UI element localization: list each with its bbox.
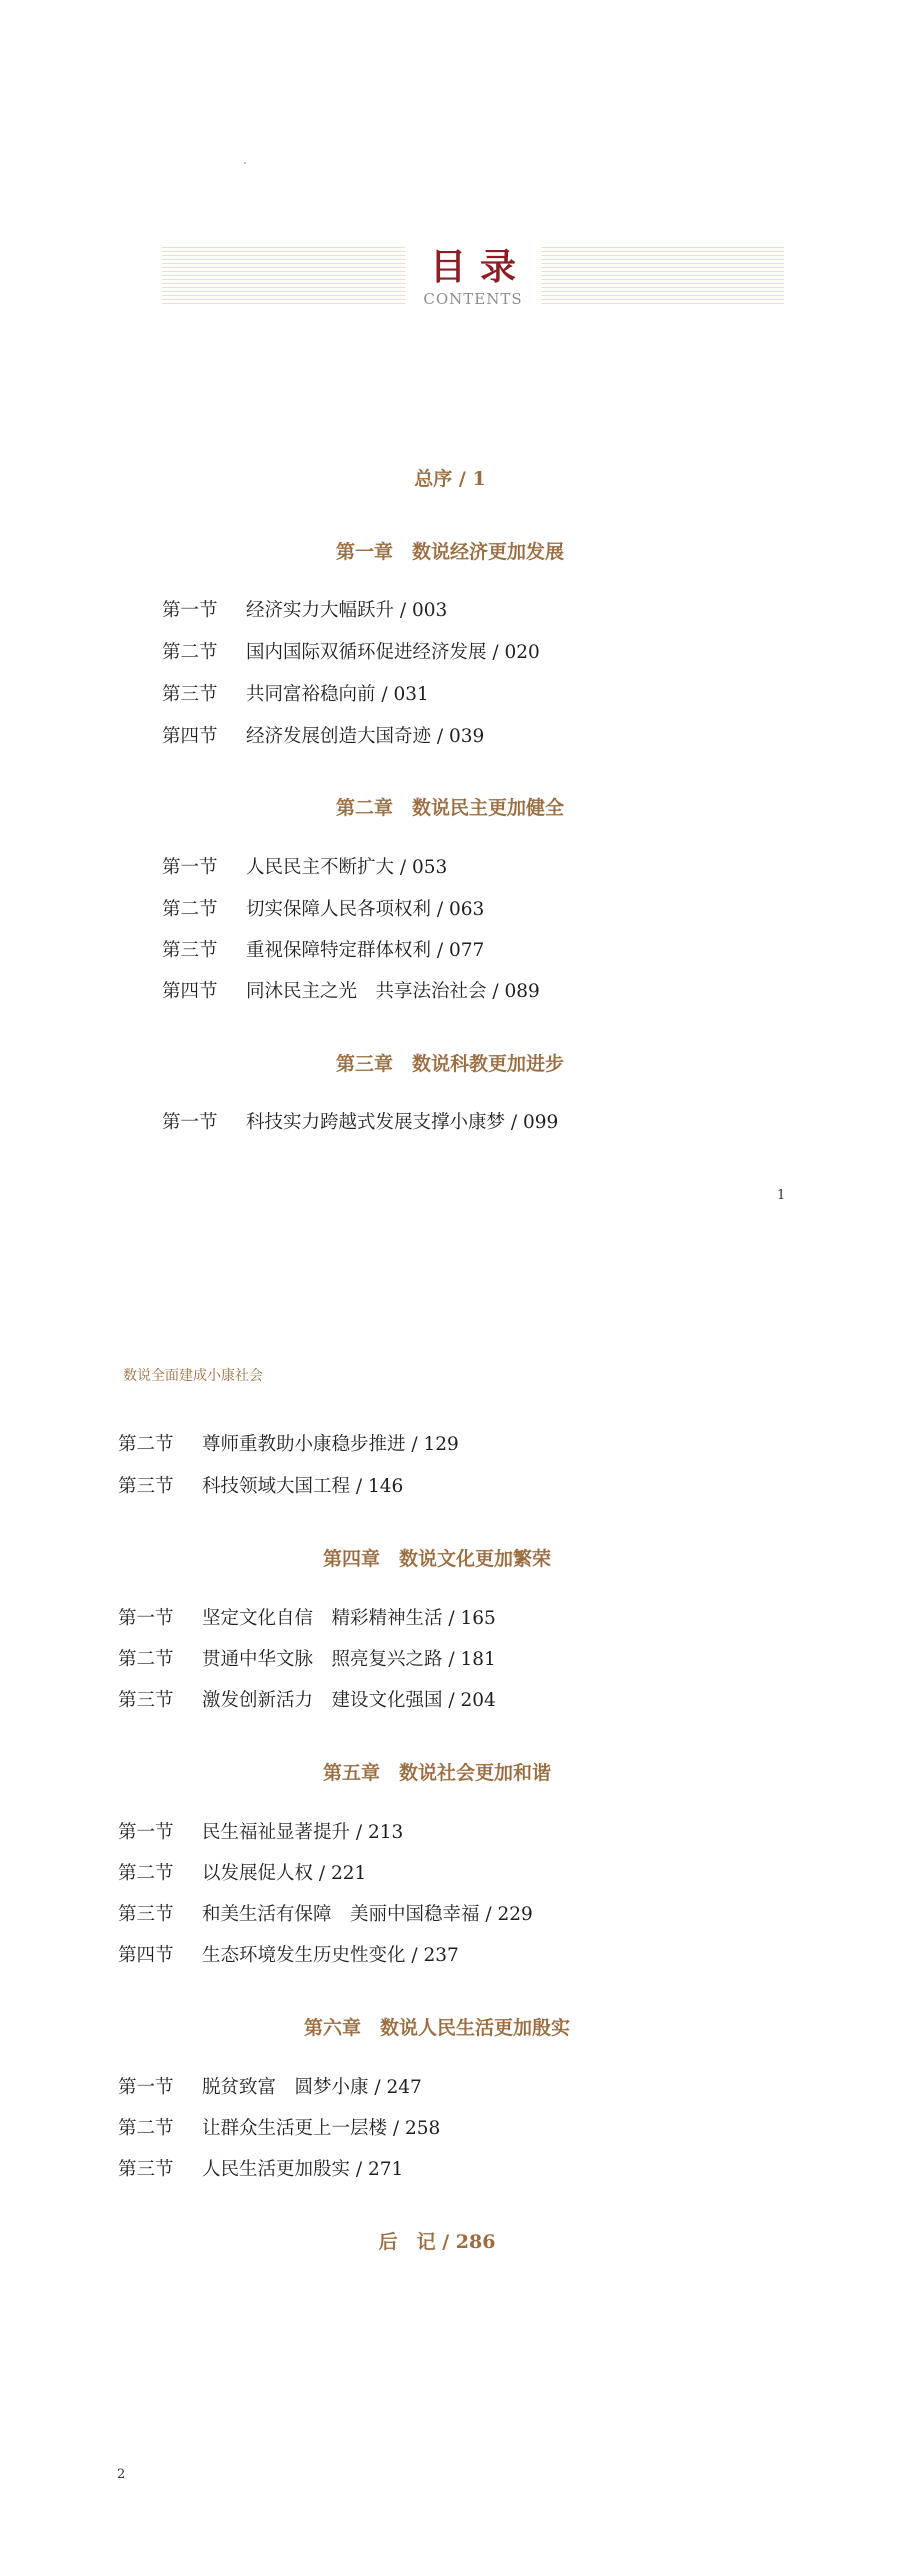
toc-entry[interactable]	[162, 640, 540, 666]
section-title: 生态环境发生历史性变化 / 237	[202, 1945, 459, 1966]
toc-preface[interactable]: 总序 / 1	[414, 468, 486, 490]
section-label: 第一节	[162, 600, 218, 621]
section-title: 和美生活有保障 美丽中国稳幸福 / 229	[202, 1904, 533, 1925]
section-label: 第一节	[162, 1112, 218, 1133]
section-title: 贯通中华文脉 照亮复兴之路 / 181	[202, 1649, 496, 1670]
section-label: 第二节	[118, 1434, 174, 1455]
section-title: 同沐民主之光 共享法治社会 / 089	[246, 981, 540, 1002]
section-label: 第一节	[118, 1822, 174, 1843]
section-label: 第三节	[118, 1690, 174, 1711]
page-number: 2	[117, 2467, 126, 2482]
section-label: 第四节	[118, 1945, 174, 1966]
chapter-3-title[interactable]: 第三章 数说科教更加进步	[335, 1053, 564, 1075]
toc-entry[interactable]	[162, 1110, 558, 1136]
section-title: 切实保障人民各项权利 / 063	[246, 899, 485, 920]
toc-entry[interactable]	[162, 897, 484, 923]
toc-header	[162, 245, 784, 311]
toc-entry[interactable]	[118, 2116, 440, 2142]
section-title: 经济实力大幅跃升 / 003	[246, 600, 448, 621]
toc-entry[interactable]	[118, 1861, 366, 1887]
toc-entry[interactable]	[162, 598, 447, 624]
section-title: 人民民主不断扩大 / 053	[246, 857, 448, 878]
section-title: 以发展促人权 / 221	[202, 1863, 367, 1884]
toc-entry[interactable]	[162, 724, 484, 750]
section-label: 第三节	[118, 1476, 174, 1497]
section-title: 科技领域大国工程 / 146	[202, 1476, 404, 1497]
toc-entry[interactable]	[118, 1820, 403, 1846]
header-stripes-left	[162, 247, 405, 307]
header-stripes-right	[541, 247, 784, 307]
chapter-6-title[interactable]: 第六章 数说人民生活更加殷实	[303, 2017, 570, 2039]
running-header: 数说全面建成小康社会	[123, 1368, 263, 1384]
toc-entry[interactable]	[118, 1902, 533, 1928]
section-label: 第二节	[118, 2118, 174, 2139]
toc-subtitle: CONTENTS	[423, 290, 523, 308]
toc-title: 目录	[429, 246, 530, 288]
section-title: 民生福祉显著提升 / 213	[202, 1822, 404, 1843]
chapter-5-title[interactable]: 第五章 数说社会更加和谐	[322, 1762, 551, 1784]
page-1	[0, 0, 900, 1274]
toc-entry[interactable]	[162, 979, 540, 1005]
toc-entry[interactable]	[162, 682, 429, 708]
section-title: 脱贫致富 圆梦小康 / 247	[202, 2077, 422, 2098]
section-label: 第一节	[118, 2077, 174, 2098]
chapter-4-title[interactable]: 第四章 数说文化更加繁荣	[322, 1548, 551, 1570]
section-label: 第二节	[118, 1649, 174, 1670]
toc-entry[interactable]	[118, 2075, 422, 2101]
chapter-2-title[interactable]: 第二章 数说民主更加健全	[335, 797, 564, 819]
section-title: 人民生活更加殷实 / 271	[202, 2159, 404, 2180]
section-label: 第三节	[162, 684, 218, 705]
section-label: 第一节	[118, 1608, 174, 1629]
toc-entry[interactable]	[118, 2157, 403, 2183]
section-title: 坚定文化自信 精彩精神生活 / 165	[202, 1608, 496, 1629]
section-title: 让群众生活更上一层楼 / 258	[202, 2118, 441, 2139]
section-label: 第二节	[162, 642, 218, 663]
page-number: 1	[777, 1188, 786, 1203]
toc-entry[interactable]	[118, 1432, 459, 1458]
section-title: 尊师重教助小康稳步推进 / 129	[202, 1434, 459, 1455]
toc-entry[interactable]	[162, 938, 484, 964]
section-label: 第四节	[162, 981, 218, 1002]
page-2	[0, 1275, 900, 2549]
section-label: 第二节	[162, 899, 218, 920]
toc-entry[interactable]	[118, 1606, 496, 1632]
decorative-dot	[244, 162, 246, 164]
toc-entry[interactable]	[118, 1943, 459, 1969]
toc-entry[interactable]	[118, 1688, 496, 1714]
chapter-1-title[interactable]: 第一章 数说经济更加发展	[335, 541, 564, 563]
section-label: 第三节	[118, 2159, 174, 2180]
section-label: 第三节	[118, 1904, 174, 1925]
toc-afterword[interactable]: 后 记 / 286	[378, 2231, 496, 2253]
toc-entry[interactable]	[118, 1474, 403, 1500]
section-title: 科技实力跨越式发展支撑小康梦 / 099	[246, 1112, 559, 1133]
section-label: 第三节	[162, 940, 218, 961]
section-label: 第四节	[162, 726, 218, 747]
toc-entry[interactable]	[162, 855, 447, 881]
section-title: 经济发展创造大国奇迹 / 039	[246, 726, 485, 747]
section-title: 共同富裕稳向前 / 031	[246, 684, 429, 705]
section-title: 国内国际双循环促进经济发展 / 020	[246, 642, 540, 663]
section-label: 第一节	[162, 857, 218, 878]
section-title: 重视保障特定群体权利 / 077	[246, 940, 485, 961]
toc-entry[interactable]	[118, 1647, 496, 1673]
section-label: 第二节	[118, 1863, 174, 1884]
section-title: 激发创新活力 建设文化强国 / 204	[202, 1690, 496, 1711]
